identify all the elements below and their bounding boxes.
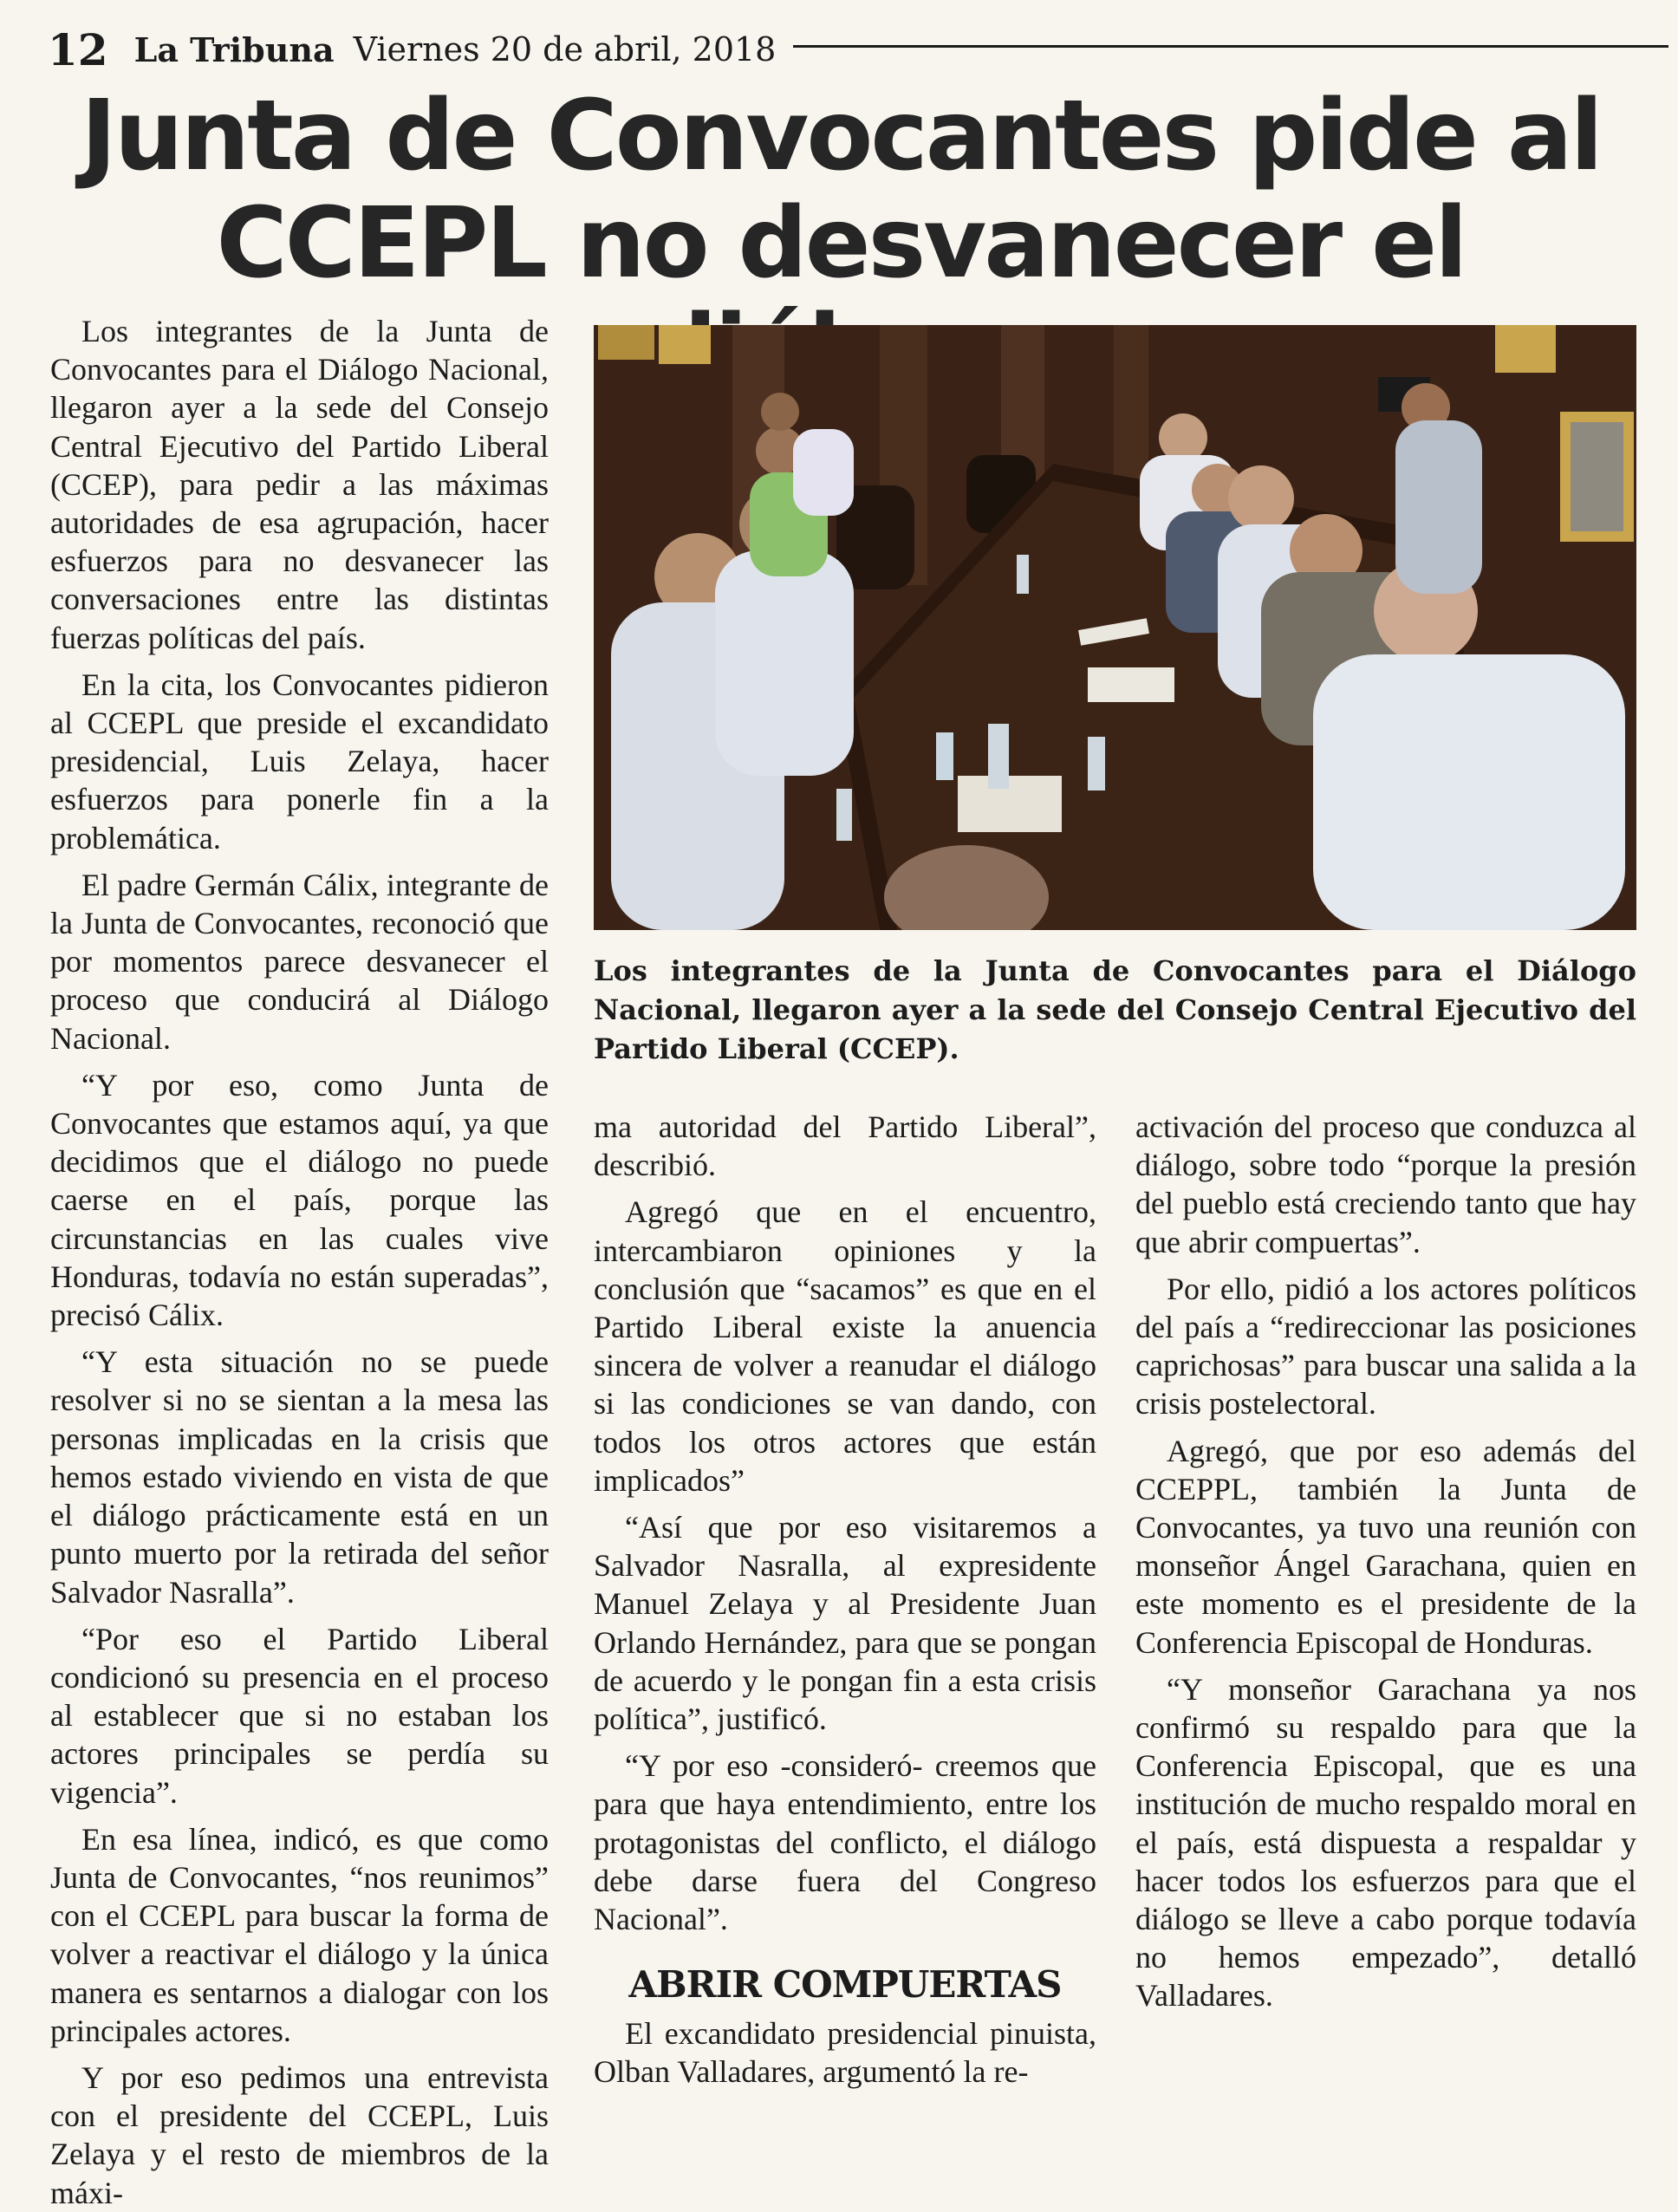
photo-caption: Los integrantes de la Junta de Convocantes para el Diálogo Nacional, llegaron ayer a la sede del Consejo Central Ejecutivo del Partido Liberal (CCEP).	[594, 954, 1636, 1065]
header-rule	[793, 45, 1668, 48]
article-column-1	[50, 312, 549, 2210]
paragraph: El excandidato presidencial pinuista, Olban Valladares, argumentó la re-	[594, 2016, 1096, 2090]
meeting-photo-illustration	[594, 325, 1636, 930]
page-header	[48, 19, 1668, 80]
paragraph: ma autoridad del Partido Liberal”, describió.	[594, 1109, 1096, 1183]
paragraph: “Y por eso, como Junta de Convocantes que estamos aquí, ya que decidimos que el diálogo no puede caerse en el país, porque las circunstancias en las cuales vive Honduras, todavía no están superadas”, precisó Cálix.	[50, 1067, 549, 1333]
article-column-3	[1135, 1108, 1636, 2070]
page-number: 12	[48, 23, 108, 75]
paragraph: Agregó que en el encuentro, intercambiaron opiniones y la conclusión que “sacamos” es que en el Partido Liberal existe la anuencia sincera de volver a reanudar el diálogo si las condiciones se van dando, con todos los otros actores que están implicados”	[594, 1194, 1096, 1498]
paragraph: Por ello, pidió a los actores políticos del país a “redireccionar las posiciones caprichosas” para buscar una salida a la crisis postelectoral.	[1135, 1271, 1636, 1422]
paragraph: “Y por eso -consideró- creemos que para que haya entendimiento, entre los protagonistas del conflicto, el diálogo debe darse fuera del Congreso Nacional”.	[594, 1748, 1096, 1937]
paragraph: activación del proceso que conduzca al diálogo, sobre todo “porque la presión del pueblo está creciendo tanto que hay que abrir compuertas”.	[1135, 1109, 1636, 1259]
paragraph: En esa línea, indicó, es que como Junta de Convocantes, “nos reunimos” con el CCEPL para buscar la forma de volver a reactivar el diálogo y la única manera es sentarnos a dialogar con los principales actores.	[50, 1821, 549, 2048]
paragraph: Agregó, que por eso además del CCEPPL, también la Junta de Convocantes, ya tuvo una reunión con monseñor Ángel Garachana, quien en este momento es el presidente de la Conferencia Episcopal de Honduras.	[1135, 1433, 1636, 1660]
headline-line-1: Junta de Convocantes pide al	[81, 80, 1601, 192]
paragraph: Y por eso pedimos una entrevista con el presidente del CCEPL, Luis Zelaya y el resto de miembros de la máxi-	[50, 2059, 549, 2210]
article-column-2	[594, 1108, 1096, 2090]
subheading: ABRIR COMPUERTAS	[628, 1963, 1062, 2007]
publication-date: Viernes 20 de abril, 2018	[353, 30, 777, 68]
headline-line-2: CCEPL no desvanecer el	[216, 187, 1466, 300]
meeting-photo	[594, 325, 1636, 930]
paragraph: “Así que por eso visitaremos a Salvador Nasralla, al expresidente Manuel Zelaya y al Presidente Juan Orlando Hernández, para que se pongan de acuerdo y le pongan fin a esta crisis política”, justificó.	[594, 1510, 1096, 1737]
paragraph: “Y monseñor Garachana ya nos confirmó su respaldo para que la Conferencia Episcopal, que es una institución de mucho respaldo moral en el país, está dispuesta a respaldar y hacer todos los esfuerzos para que el diálogo se lleve a cabo porque todavía no hemos empezado”, detalló Valladares.	[1135, 1671, 1636, 2014]
paragraph: “Y esta situación no se puede resolver si no se sientan a la mesa las personas implicadas en la crisis que hemos estado viviendo en vista de que el diálogo prácticamente está en un punto muerto por la retirada del señor Salvador Nasralla”.	[50, 1344, 549, 1610]
paragraph: El padre Germán Cálix, integrante de la Junta de Convocantes, reconoció que por momentos parece desvanecer el proceso que conducirá al Diálogo Nacional.	[50, 867, 549, 1056]
paragraph: “Por eso el Partido Liberal condicionó su presencia en el proceso al establecer que si no estaban los actores principales se perdía su vigencia”.	[50, 1621, 549, 1810]
paragraph: Los integrantes de la Junta de Convocantes para el Diálogo Nacional, llegaron ayer a la sede del Consejo Central Ejecutivo del Partido Liberal (CCEP), para pedir a las máximas autoridades de esa agrupación, hacer esfuerzos para no desvanecer las conversaciones entre las distintas fuerzas políticas del país.	[50, 314, 549, 655]
newspaper-name: La Tribuna	[133, 29, 335, 69]
paragraph: En la cita, los Convocantes pidieron al CCEPL que preside el excandidato presidencial, Luis Zelaya, hacer esfuerzos para ponerle fin a la problemática.	[50, 667, 549, 856]
